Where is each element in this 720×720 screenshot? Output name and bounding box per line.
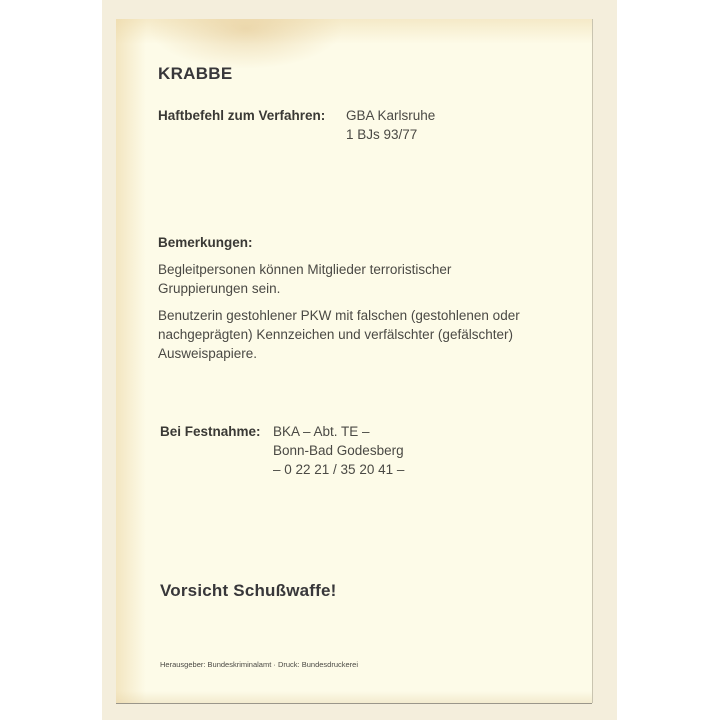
remark-paragraph-2: Benutzerin gestohlener PKW mit falschen (gestohlenen oder nachgeprägten) Kennzeichen und verfälschter (gefälschter) Ausweispapiere. [158, 308, 520, 361]
arrest-contact-office: BKA – Abt. TE – [273, 424, 370, 439]
arrest-label: Bei Festnahme: [160, 424, 261, 439]
remark-paragraph-1: Begleitpersonen können Mitglieder terroristischer Gruppierungen sein. [158, 262, 452, 296]
warrant-case-number: 1 BJs 93/77 [346, 127, 418, 142]
person-name: KRABBE [158, 64, 233, 83]
remarks-label: Bemerkungen: [158, 235, 253, 250]
warrant-authority: GBA Karlsruhe [346, 108, 436, 123]
warrant-label: Haftbefehl zum Verfahren: [158, 108, 326, 123]
caution-warning: Vorsicht Schußwaffe! [160, 581, 337, 600]
arrest-contact-city: Bonn-Bad Godesberg [273, 443, 404, 458]
arrest-contact-phone: – 0 22 21 / 35 20 41 – [273, 462, 405, 477]
publisher-footer: Herausgeber: Bundeskriminalamt · Druck: Bundesdruckerei [160, 660, 359, 669]
wanted-card-back [116, 19, 592, 703]
